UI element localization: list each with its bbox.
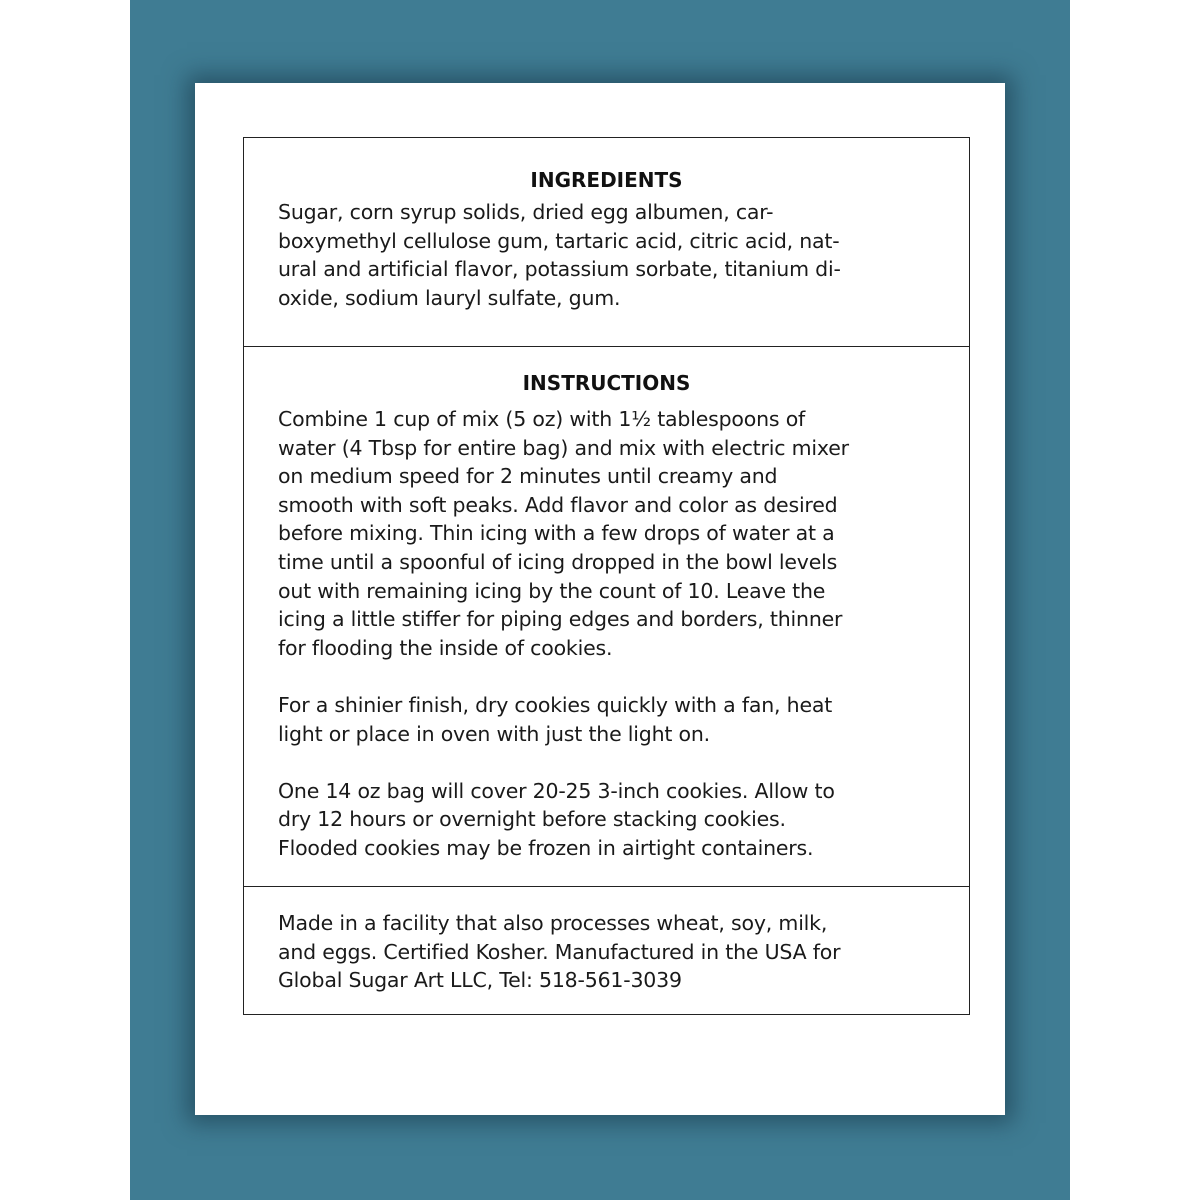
text-line: boxymethyl cellulose gum, tartaric acid, citric acid, nat- xyxy=(278,228,840,253)
instructions-heading: INSTRUCTIONS xyxy=(522,371,691,395)
footer-section xyxy=(244,886,969,995)
text-line: on medium speed for 2 minutes until creamy and xyxy=(278,464,778,489)
text-line: ural and artificial flavor, potassium sorbate, titanium di- xyxy=(278,257,841,282)
text-line: out with remaining icing by the count of 10. Leave the xyxy=(278,578,826,603)
text-line: light or place in oven with just the light on. xyxy=(278,721,711,746)
text-line: before mixing. Thin icing with a few drops of water at a xyxy=(278,521,835,546)
ingredients-section xyxy=(244,168,969,312)
text-line: One 14 oz bag will cover 20-25 3-inch cookies. Allow to xyxy=(278,778,835,803)
text-line: time until a spoonful of icing dropped in the bowl levels xyxy=(278,549,838,574)
text-line: oxide, sodium lauryl sulfate, gum. xyxy=(278,285,621,310)
text-line: water (4 Tbsp for entire bag) and mix with electric mixer xyxy=(278,435,849,460)
instructions-section xyxy=(244,346,969,863)
text-line: For a shinier finish, dry cookies quickly with a fan, heat xyxy=(278,692,833,717)
text-line: Combine 1 cup of mix (5 oz) with 1½ tablespoons of xyxy=(278,407,806,431)
instruction-paragraph xyxy=(278,777,969,863)
instructions-text xyxy=(278,405,969,863)
text-line: smooth with soft peaks. Add flavor and color as desired xyxy=(278,492,838,517)
text-line: and eggs. Certified Kosher. Manufactured in the USA for xyxy=(278,939,841,964)
text-line: Sugar, corn syrup solids, dried egg albumen, car- xyxy=(278,200,774,224)
text-line: Global Sugar Art LLC, Tel: 518-561-3039 xyxy=(278,968,682,993)
label-box xyxy=(243,137,970,1015)
ingredients-text xyxy=(278,198,969,312)
instruction-paragraph xyxy=(278,405,969,662)
text-line: icing a little stiffer for piping edges and borders, thinner xyxy=(278,607,843,632)
ingredients-heading: INGREDIENTS xyxy=(530,168,683,192)
text-line: Made in a facility that also processes wheat, soy, milk, xyxy=(278,911,828,935)
instruction-paragraph xyxy=(278,691,969,748)
text-line: Flooded cookies may be frozen in airtight containers. xyxy=(278,835,814,860)
footer-text xyxy=(278,909,969,995)
text-line: dry 12 hours or overnight before stacking cookies. xyxy=(278,807,786,832)
text-line: for flooding the inside of cookies. xyxy=(278,635,613,660)
